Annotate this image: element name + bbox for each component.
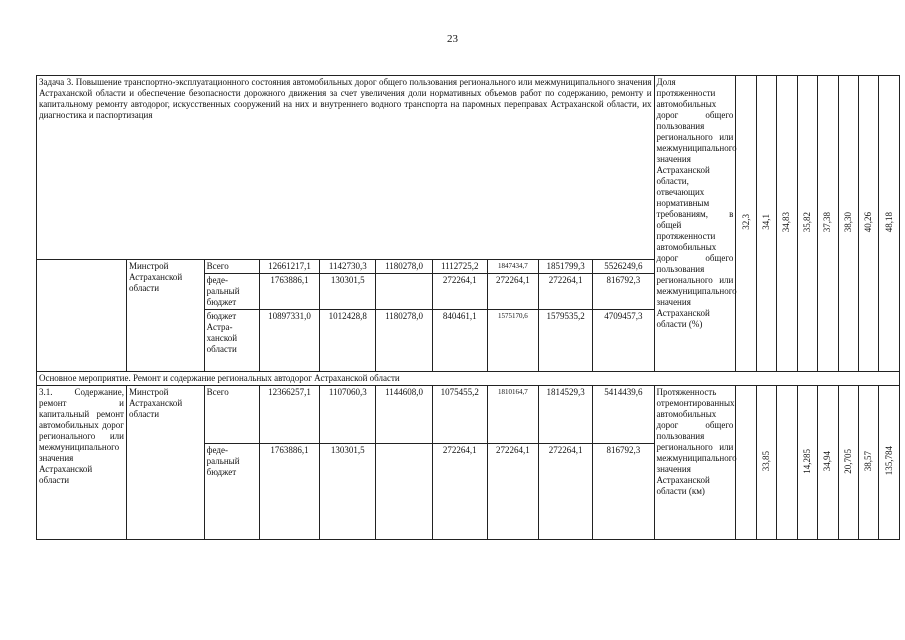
table-cell: 130301,5 [320,444,376,540]
table-cell: 1575170,6 [487,310,538,372]
table-cell: 1107060,3 [320,386,376,444]
task3-indicator: Доля протяженности автомобильных дорог общего пользования регионального или межмуниципального значения Астраханской области, отвечающих нормативным требованиям, в общей протяженности автомобильных дорог общего пользования регионального или межмуниципального значения Астраханской области (%) [654,76,736,372]
table-cell: 1112725,2 [432,260,487,274]
table-cell: 4709457,3 [593,310,654,372]
main-event-row [37,372,900,386]
executor: Минстрой Астраханской области [126,386,204,540]
task3-indicator-value: 34,83 [777,76,797,372]
funding-source: феде-ральный бюджет [204,274,259,310]
item-3-1-indicator: Протяженность отремонтированных автомобильных дорог общего пользования регионального или межмуниципального значения Астраханской области (км) [654,386,736,540]
table-cell: 816792,3 [593,274,654,310]
funding-source: Всего [204,386,259,444]
table-cell: 1142730,3 [320,260,376,274]
item-3-1-indicator-value [777,386,797,540]
table-cell: 1180278,0 [376,260,432,274]
page-number: 23 [447,33,458,45]
task3-indicator-value: 34,1 [756,76,776,372]
executor: Минстрой Астраханской области [126,260,204,372]
table-cell: 272264,1 [487,274,538,310]
table-cell: 272264,1 [487,444,538,540]
table-cell: 1763886,1 [259,444,319,540]
table-cell: 272264,1 [538,444,592,540]
task3-indicator-value: 37,38 [818,76,838,372]
task3-title: Задача 3. Повышение транспортно-эксплуатационного состояния автомобильных дорог общего пользования регионального или межмуниципального значения Астраханской области и обеспечение безопасности дорожного движения за счет увеличения доли нормативных объемов работ по содержанию, ремонту и капитальному ремонту автодорог, искусственных сооружений на них и внутреннего водного транспорта на паромных переправах Астраханской области, их диагностика и паспортизация [37,76,655,260]
item-3-1-indicator-value: 38,57 [858,386,878,540]
table-cell: 1763886,1 [259,274,319,310]
task3-indicator-value: 48,18 [879,76,900,372]
task3-row [37,76,900,260]
table-cell: 130301,5 [320,274,376,310]
task3-indicator-value: 32,3 [736,76,756,372]
table-cell: 1075455,2 [432,386,487,444]
table-cell: 272264,1 [432,444,487,540]
funding-source: бюджет Астра-ханской области [204,310,259,372]
table-row [37,386,900,444]
funding-source: Всего [204,260,259,274]
funding-source: феде-ральный бюджет [204,444,259,540]
table-cell: 840461,1 [432,310,487,372]
table-cell: 1180278,0 [376,310,432,372]
main-event-title: Основное мероприятие. Ремонт и содержание региональных автодорог Астраханской области [37,372,900,386]
table-cell: 1144608,0 [376,386,432,444]
table-cell: 5414439,6 [593,386,654,444]
item-3-1-indicator-value: 34,94 [818,386,838,540]
item-3-1-indicator-value: 20,705 [838,386,858,540]
table-cell: 1579535,2 [538,310,592,372]
item-3-1-indicator-value: 33,85 [756,386,776,540]
table-cell: 1851799,3 [538,260,592,274]
table-cell: 272264,1 [538,274,592,310]
table-cell: 5526249,6 [593,260,654,274]
table-cell: 1814529,3 [538,386,592,444]
table-cell: 272264,1 [432,274,487,310]
item-3-1-name: 3.1. Содержание, ремонт и капитальный ремонт автомобильных дорог регионального или межмуниципального значения Астраханской области [37,386,127,540]
task3-indicator-value: 38,30 [838,76,858,372]
table-cell: 12366257,1 [259,386,319,444]
table-cell: 816792,3 [593,444,654,540]
item-3-1-indicator-value: 14,285 [797,386,817,540]
item-3-1-indicator-value [736,386,756,540]
item-3-1-indicator-value: 135,784 [879,386,900,540]
table-cell: 1810164,7 [487,386,538,444]
table-cell: 1012428,8 [320,310,376,372]
table-cell [376,444,432,540]
table-cell: 10897331,0 [259,310,319,372]
program-table [36,75,900,540]
task3-indicator-value: 40,26 [858,76,878,372]
table-cell: 12661217,1 [259,260,319,274]
table-cell [376,274,432,310]
task3-indicator-value: 35,82 [797,76,817,372]
table-cell: 1847434,7 [487,260,538,274]
